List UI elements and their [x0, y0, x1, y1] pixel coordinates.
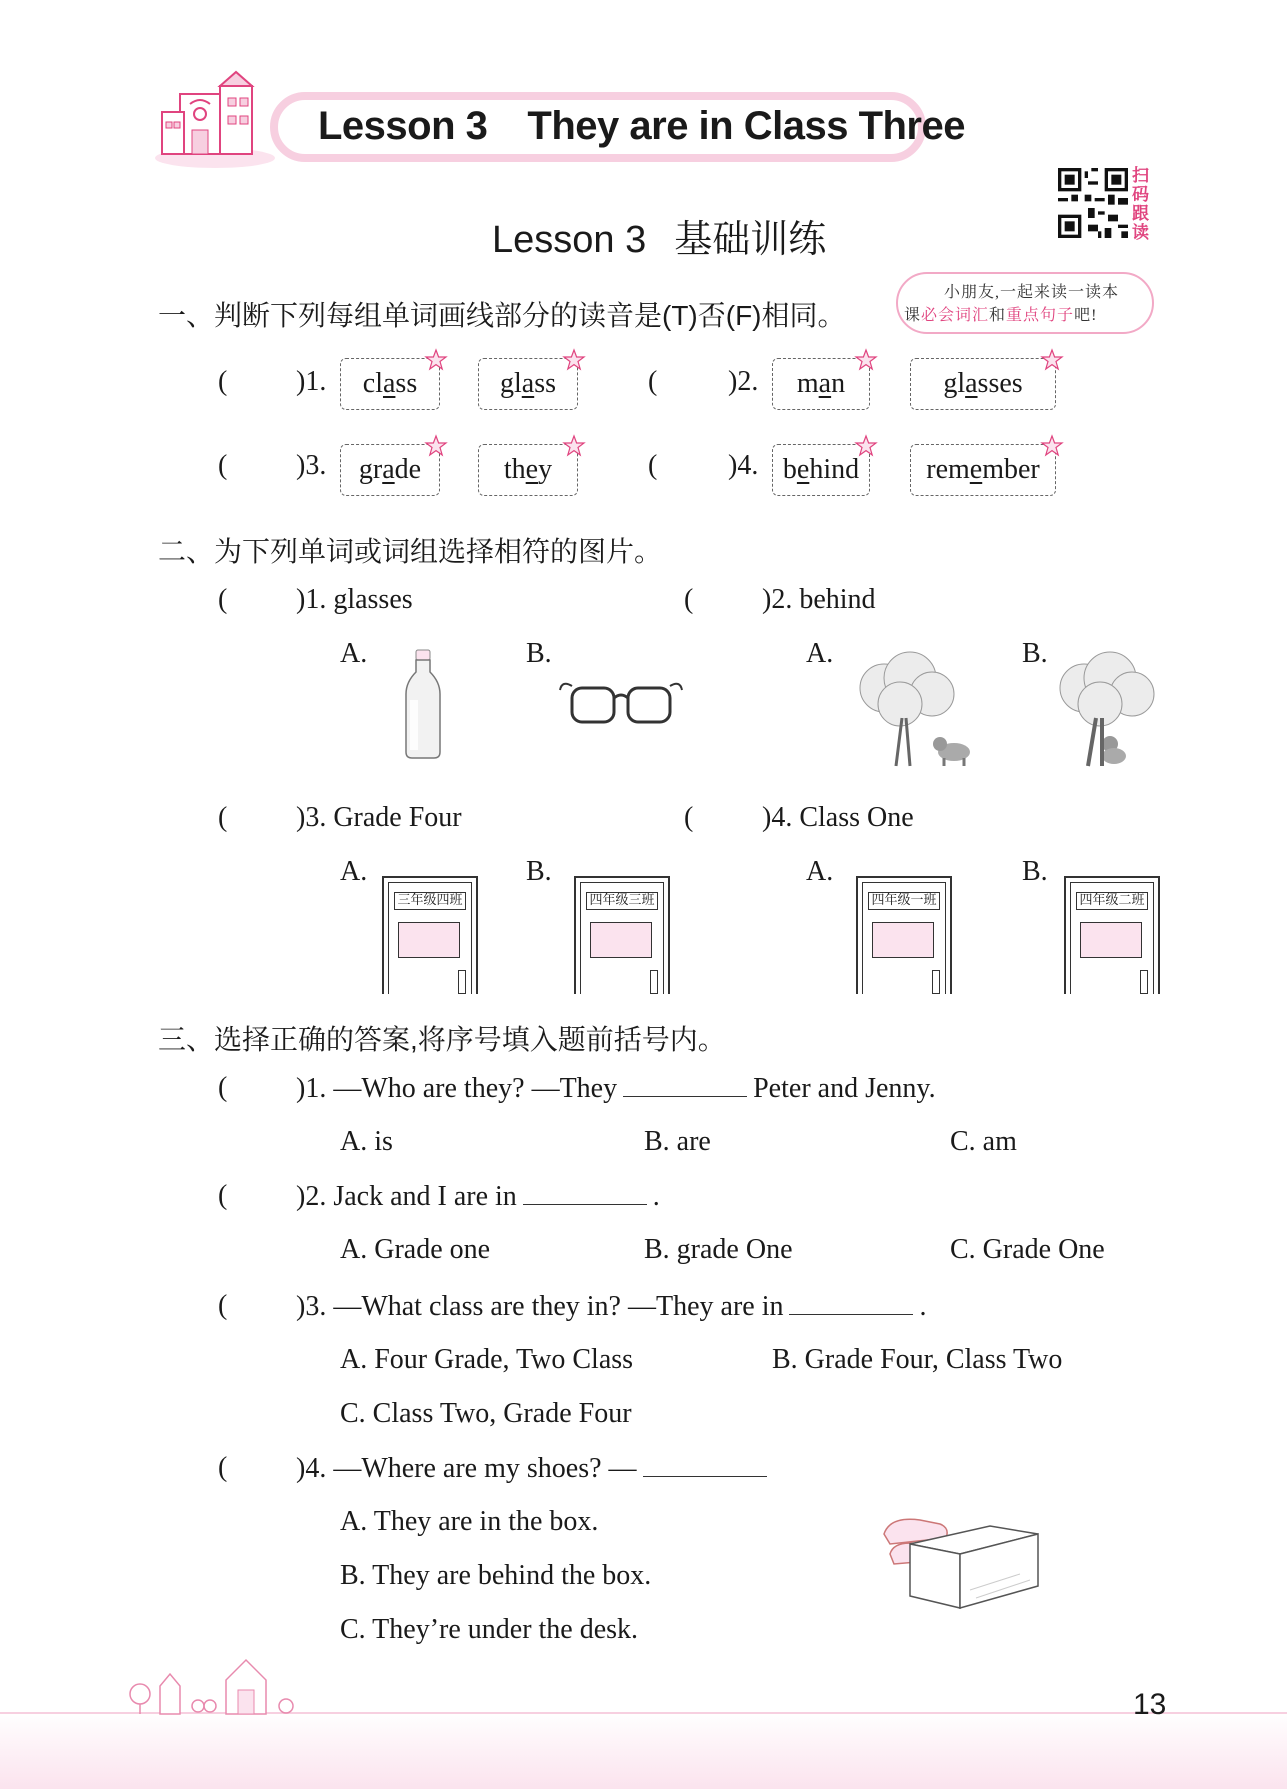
underlined-letter: a — [965, 368, 978, 399]
tree-dog-behind-icon — [1054, 648, 1164, 770]
option-a-label: A. — [806, 856, 834, 887]
question-label: )4. Class One — [762, 802, 914, 833]
underlined-letter: a — [382, 368, 396, 399]
star-icon — [1040, 434, 1064, 458]
door-handle — [1140, 970, 1148, 994]
option-c: C. am — [950, 1126, 1017, 1157]
door-sign: 四年级一班 — [868, 892, 940, 910]
door-sign: 四年级二班 — [1076, 892, 1148, 910]
qr-code-icon[interactable] — [1058, 168, 1128, 238]
underlined-letter: a — [521, 368, 535, 399]
shoes-and-box-icon — [880, 1510, 1044, 1612]
question-text: )4. —Where are my shoes? — — [296, 1452, 773, 1485]
option-a: A. is — [340, 1126, 393, 1157]
question-number: )1. — [296, 366, 327, 397]
question-text: )3. —What class are they in? —They are in . — [296, 1291, 927, 1322]
question-number: )4. — [728, 450, 759, 481]
word-box: gl a ss — [478, 358, 578, 410]
section1-heading: 一、判断下列每组单词画线部分的读音是(T)否(F)相同。 — [158, 300, 846, 331]
answer-paren[interactable]: ( — [218, 1452, 228, 1483]
option-b: B. They are behind the box. — [340, 1560, 652, 1591]
option-b-label: B. — [1022, 856, 1048, 887]
word-box: rem e mber — [910, 444, 1056, 496]
star-icon — [854, 348, 878, 372]
option-c: C. Class Two, Grade Four — [340, 1398, 632, 1429]
word-box: cl a ss — [340, 358, 440, 410]
word-box: th e y — [478, 444, 578, 496]
option-c: C. Grade One — [950, 1234, 1105, 1265]
classroom-door — [856, 876, 952, 994]
page-number: 13 — [1133, 1688, 1167, 1721]
option-a-label: A. — [340, 638, 368, 669]
option-c: C. They’re under the desk. — [340, 1614, 639, 1645]
option-b-label: B. — [1022, 638, 1048, 669]
fill-blank[interactable] — [523, 1180, 647, 1205]
question-number: )3. — [296, 450, 327, 481]
option-a: A. Four Grade, Two Class — [340, 1344, 634, 1375]
door-window — [398, 922, 460, 958]
bottle-icon — [400, 648, 446, 760]
question-text: )2. Jack and I are in . — [296, 1181, 660, 1212]
subtitle-name: 基础训练 — [674, 219, 827, 261]
door-window — [1080, 922, 1142, 958]
option-b-label: B. — [526, 638, 552, 669]
door-handle — [932, 970, 940, 994]
underlined-letter: e — [525, 454, 539, 485]
glasses-icon — [558, 678, 684, 732]
option-b: B. grade One — [644, 1234, 793, 1265]
star-icon — [424, 434, 448, 458]
question-label: )3. Grade Four — [296, 802, 462, 833]
town-illustration-icon — [126, 1646, 326, 1716]
underlined-letter: e — [969, 454, 983, 485]
star-icon — [1040, 348, 1064, 372]
underlined-letter: a — [818, 368, 832, 399]
door-window — [590, 922, 652, 958]
tree-with-dog-icon — [844, 648, 980, 770]
option-b: B. Grade Four, Class Two — [772, 1344, 1063, 1375]
tip-highlight-words: 必会词汇 — [921, 307, 990, 324]
door-sign: 四年级三班 — [586, 892, 658, 910]
underlined-letter: e — [796, 454, 810, 485]
header-title — [318, 104, 965, 149]
word-box: gr a de — [340, 444, 440, 496]
classroom-door — [1064, 876, 1160, 994]
answer-paren[interactable]: ( — [218, 1290, 228, 1321]
question-label: )1. glasses — [296, 584, 413, 615]
question-number: )2. — [728, 366, 759, 397]
question-text: )1. —Who are they? —They Peter and Jenny. — [296, 1073, 936, 1104]
door-window — [872, 922, 934, 958]
page-subtitle — [492, 208, 826, 263]
classroom-door — [574, 876, 670, 994]
answer-paren[interactable]: ( — [218, 584, 228, 615]
option-a-label: A. — [806, 638, 834, 669]
tip-mid: 和 — [989, 307, 1007, 324]
footer-band — [0, 1712, 1287, 1789]
door-handle — [458, 970, 466, 994]
star-icon — [854, 434, 878, 458]
option-a-label: A. — [340, 856, 368, 887]
option-a: A. Grade one — [340, 1234, 491, 1265]
door-handle — [650, 970, 658, 994]
option-a: A. They are in the box. — [340, 1506, 599, 1537]
answer-paren[interactable]: ( — [648, 366, 658, 397]
section2-heading: 二、为下列单词或词组选择相符的图片。 — [158, 536, 663, 567]
building-illustration-icon — [150, 66, 280, 170]
classroom-door — [382, 876, 478, 994]
answer-paren[interactable]: ( — [684, 802, 694, 833]
star-icon — [562, 434, 586, 458]
star-icon — [424, 348, 448, 372]
word-box: gl a sses — [910, 358, 1056, 410]
header-lesson: Lesson 3 — [318, 104, 488, 148]
word-box: m a n — [772, 358, 870, 410]
tip-bubble-line1: 小朋友,一起来读一读本 — [944, 284, 1120, 301]
header-title-text: They are in Class Three — [527, 104, 965, 148]
fill-blank[interactable] — [623, 1072, 747, 1097]
subtitle-lesson: Lesson 3 — [492, 219, 647, 261]
qr-label: 扫码跟读 — [1132, 166, 1149, 242]
star-icon — [562, 348, 586, 372]
option-b: B. are — [644, 1126, 711, 1157]
door-sign: 三年级四班 — [394, 892, 466, 910]
tip-highlight-sentences: 重点句子 — [1006, 307, 1075, 324]
underlined-letter: a — [382, 454, 395, 485]
answer-paren[interactable]: ( — [218, 802, 228, 833]
question-label: )2. behind — [762, 584, 876, 615]
answer-paren[interactable]: ( — [218, 450, 228, 481]
answer-paren[interactable]: ( — [218, 366, 228, 397]
answer-paren[interactable]: ( — [684, 584, 694, 615]
answer-paren[interactable]: ( — [218, 1180, 228, 1211]
answer-paren[interactable]: ( — [648, 450, 658, 481]
word-box: b e hind — [772, 444, 870, 496]
fill-blank[interactable] — [643, 1452, 767, 1477]
option-b-label: B. — [526, 856, 552, 887]
answer-paren[interactable]: ( — [218, 1072, 228, 1103]
tip-bubble-line2 — [904, 302, 1097, 325]
tip-pre: 课 — [904, 307, 922, 324]
fill-blank[interactable] — [789, 1290, 913, 1315]
section3-heading: 三、选择正确的答案,将序号填入题前括号内。 — [158, 1024, 726, 1055]
tip-post: 吧! — [1074, 307, 1098, 324]
